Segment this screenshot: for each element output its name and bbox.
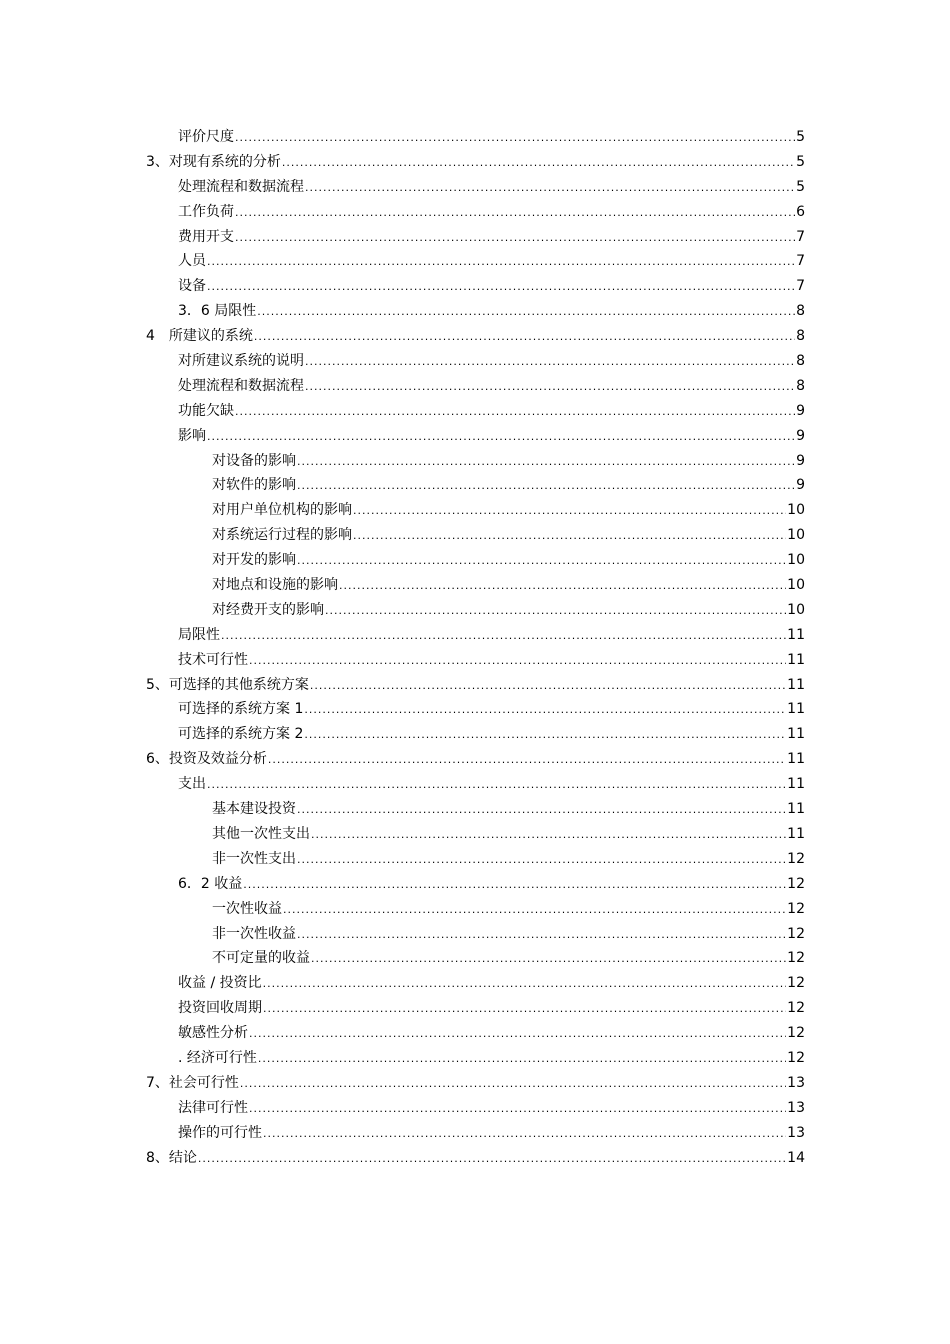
dot-leader [310, 674, 786, 699]
toc-entry[interactable] [146, 673, 805, 698]
dot-leader [249, 1022, 786, 1047]
toc-entry[interactable] [178, 1046, 805, 1071]
toc-entry[interactable] [146, 1071, 805, 1096]
toc-entry-page: 13 [787, 1124, 805, 1141]
dot-leader [304, 723, 786, 748]
toc-entry-title: 对地点和设施的影响 [212, 577, 338, 594]
toc-entry[interactable] [178, 249, 805, 274]
toc-entry[interactable] [178, 772, 805, 797]
toc-entry-title: 对经费开支的影响 [212, 601, 324, 618]
dot-leader [305, 350, 795, 375]
dot-leader [263, 997, 786, 1022]
toc-entry[interactable] [212, 498, 805, 523]
toc-entry-title: 技术可行性 [178, 651, 248, 668]
dot-leader [297, 549, 786, 574]
toc-entry-title: 局限性 [178, 626, 220, 643]
toc-entry-page: 10 [787, 577, 805, 594]
toc-entry-page: 13 [787, 1074, 805, 1091]
dot-leader [297, 848, 786, 873]
toc-entry-title: 其他一次性支出 [212, 825, 310, 842]
toc-entry-title: 处理流程和数据流程 [178, 377, 304, 394]
dot-leader [353, 499, 786, 524]
toc-entry-page: 9 [796, 402, 805, 419]
toc-entry[interactable] [178, 722, 805, 747]
dot-leader [240, 1072, 786, 1097]
toc-entry[interactable] [212, 573, 805, 598]
toc-entry[interactable] [146, 1146, 805, 1171]
toc-entry-title: 对系统运行过程的影响 [212, 527, 352, 544]
toc-entry[interactable] [212, 822, 805, 847]
toc-entry-page: 12 [787, 1000, 805, 1017]
toc-entry-page: 8 [796, 328, 805, 345]
toc-entry-page: 12 [787, 975, 805, 992]
dot-leader [263, 972, 787, 997]
toc-entry[interactable] [178, 299, 805, 324]
dot-leader [311, 823, 786, 848]
toc-entry-title: 对用户单位机构的影响 [212, 502, 352, 519]
toc-entry-page: 8 [796, 377, 805, 394]
toc-entry-page: 5 [796, 178, 805, 195]
toc-entry-page: 7 [796, 253, 805, 270]
toc-entry-page: 11 [787, 651, 805, 668]
dot-leader [297, 923, 786, 948]
toc-entry[interactable] [178, 648, 805, 673]
toc-entry-page: 10 [787, 527, 805, 544]
toc-entry-page: 10 [787, 601, 805, 618]
toc-entry-page: 9 [796, 477, 805, 494]
dot-leader [207, 275, 795, 300]
dot-leader [254, 325, 795, 350]
toc-entry-title: 不可定量的收益 [212, 950, 310, 967]
toc-entry-title: 影响 [178, 427, 206, 444]
toc-entry[interactable] [146, 150, 805, 175]
dot-leader [305, 375, 795, 400]
toc-entry-page: 5 [796, 129, 805, 145]
dot-leader [304, 698, 786, 723]
dot-leader [311, 947, 786, 972]
toc-entry-title: 评价尺度 [178, 129, 234, 145]
toc-entry-title: 功能欠缺 [178, 402, 234, 419]
toc-entry-title: 设备 [178, 278, 206, 295]
toc-entry-title: 4 所建议的系统 [146, 328, 253, 345]
toc-entry-title: 操作的可行性 [178, 1124, 262, 1141]
toc-entry-title: 3、对现有系统的分析 [146, 153, 281, 170]
dot-leader [221, 624, 786, 649]
toc-entry[interactable] [178, 1021, 805, 1046]
toc-entry[interactable] [212, 797, 805, 822]
toc-entry-page: 11 [787, 801, 805, 818]
toc-entry[interactable] [178, 225, 805, 250]
dot-leader [235, 126, 795, 151]
dot-leader [243, 873, 786, 898]
toc-entry-page: 11 [787, 626, 805, 643]
toc-entry-page: 8 [796, 303, 805, 320]
toc-entry-page: 11 [787, 701, 805, 718]
toc-entry-title: 支出 [178, 776, 206, 793]
dot-leader [283, 898, 786, 923]
toc-entry[interactable] [178, 374, 805, 399]
toc-entry[interactable] [178, 399, 805, 424]
dot-leader [353, 524, 786, 549]
toc-entry-page: 12 [787, 900, 805, 917]
dot-leader [235, 201, 795, 226]
toc-entry[interactable] [212, 598, 805, 623]
toc-entry-title: 可选择的系统方案 1 [178, 701, 304, 718]
toc-entry-title: 8、结论 [146, 1149, 197, 1166]
dot-leader [198, 1147, 786, 1172]
toc-entry-page: 9 [796, 427, 805, 444]
dot-leader [235, 400, 795, 425]
toc-entry[interactable] [146, 747, 805, 772]
toc-entry-page: 5 [796, 153, 805, 170]
toc-entry[interactable] [178, 1121, 805, 1146]
toc-entry-title: 6、投资及效益分析 [146, 751, 267, 768]
toc-entry-title: 3．6 局限性 [178, 303, 257, 320]
toc-entry-page: 11 [787, 726, 805, 743]
toc-entry-title: 对所建议系统的说明 [178, 353, 304, 370]
toc-entry[interactable] [178, 274, 805, 299]
toc-entry-title: 非一次性收益 [212, 925, 296, 942]
toc-entry[interactable] [212, 922, 805, 947]
toc-entry[interactable] [178, 996, 805, 1021]
dot-leader [268, 748, 786, 773]
toc-entry[interactable] [178, 175, 805, 200]
toc-entry[interactable] [178, 872, 805, 897]
toc-entry[interactable] [178, 200, 805, 225]
toc-entry[interactable] [178, 424, 805, 449]
toc-entry[interactable] [212, 847, 805, 872]
toc-entry-page: 11 [787, 825, 805, 842]
dot-leader [249, 649, 786, 674]
table-of-contents [0, 125, 950, 1170]
dot-leader [257, 300, 795, 325]
toc-entry-page: 7 [796, 228, 805, 245]
toc-entry[interactable] [178, 697, 805, 722]
toc-entry-title: 处理流程和数据流程 [178, 178, 304, 195]
toc-entry-title: 对设备的影响 [212, 452, 296, 469]
toc-entry-title: 敏感性分析 [178, 1025, 248, 1042]
toc-entry-page: 12 [787, 850, 805, 867]
toc-entry-page: 12 [787, 875, 805, 892]
toc-entry[interactable] [178, 623, 805, 648]
dot-leader [249, 1097, 786, 1122]
toc-entry-page: 11 [787, 676, 805, 693]
toc-entry-page: 12 [787, 950, 805, 967]
toc-entry[interactable] [212, 946, 805, 971]
toc-entry-title: 非一次性支出 [212, 850, 296, 867]
toc-entry[interactable] [178, 125, 805, 150]
toc-entry[interactable] [178, 971, 805, 996]
toc-entry-page: 11 [787, 751, 805, 768]
toc-entry[interactable] [212, 897, 805, 922]
toc-entry[interactable] [178, 349, 805, 374]
dot-leader [297, 474, 795, 499]
dot-leader [325, 599, 786, 624]
toc-entry-title: 5、可选择的其他系统方案 [146, 676, 309, 693]
dot-leader [263, 1122, 786, 1147]
toc-entry-page: 10 [787, 502, 805, 519]
toc-entry-title: 收益 / 投资比 [178, 975, 262, 992]
toc-entry-page: 10 [787, 552, 805, 569]
dot-leader [282, 151, 795, 176]
toc-entry-title: 人员 [178, 253, 206, 270]
dot-leader [339, 574, 786, 599]
dot-leader [305, 176, 795, 201]
dot-leader [297, 798, 786, 823]
dot-leader [207, 250, 795, 275]
toc-entry-page: 14 [787, 1149, 805, 1166]
toc-entry-page: 6 [796, 203, 805, 220]
toc-entry-page: 12 [787, 1049, 805, 1066]
toc-entry[interactable] [212, 473, 805, 498]
toc-entry-page: 9 [796, 452, 805, 469]
toc-entry-title: 工作负荷 [178, 203, 234, 220]
toc-entry-page: 12 [787, 1025, 805, 1042]
toc-entry[interactable] [146, 324, 805, 349]
toc-entry-title: 基本建设投资 [212, 801, 296, 818]
dot-leader [207, 773, 786, 798]
toc-entry-title: . 经济可行性 [178, 1049, 257, 1066]
toc-entry-page: 12 [787, 925, 805, 942]
toc-entry-title: 可选择的系统方案 2 [178, 726, 304, 743]
toc-entry-title: 一次性收益 [212, 900, 282, 917]
toc-entry-title: 7、社会可行性 [146, 1074, 239, 1091]
toc-entry-title: 对开发的影响 [212, 552, 296, 569]
dot-leader [207, 425, 795, 450]
toc-entry-title: 6．2 收益 [178, 875, 243, 892]
toc-entry-page: 13 [787, 1099, 805, 1116]
toc-entry-title: 费用开支 [178, 228, 234, 245]
toc-entry-page: 11 [787, 776, 805, 793]
toc-entry[interactable] [212, 548, 805, 573]
toc-entry-page: 8 [796, 353, 805, 370]
toc-entry[interactable] [212, 523, 805, 548]
toc-entry-title: 投资回收周期 [178, 1000, 262, 1017]
dot-leader [297, 450, 795, 475]
toc-entry-page: 7 [796, 278, 805, 295]
toc-entry-title: 法律可行性 [178, 1099, 248, 1116]
toc-entry[interactable] [178, 1096, 805, 1121]
dot-leader [258, 1047, 786, 1072]
toc-entry[interactable] [212, 449, 805, 474]
dot-leader [235, 226, 795, 251]
toc-entry-title: 对软件的影响 [212, 477, 296, 494]
